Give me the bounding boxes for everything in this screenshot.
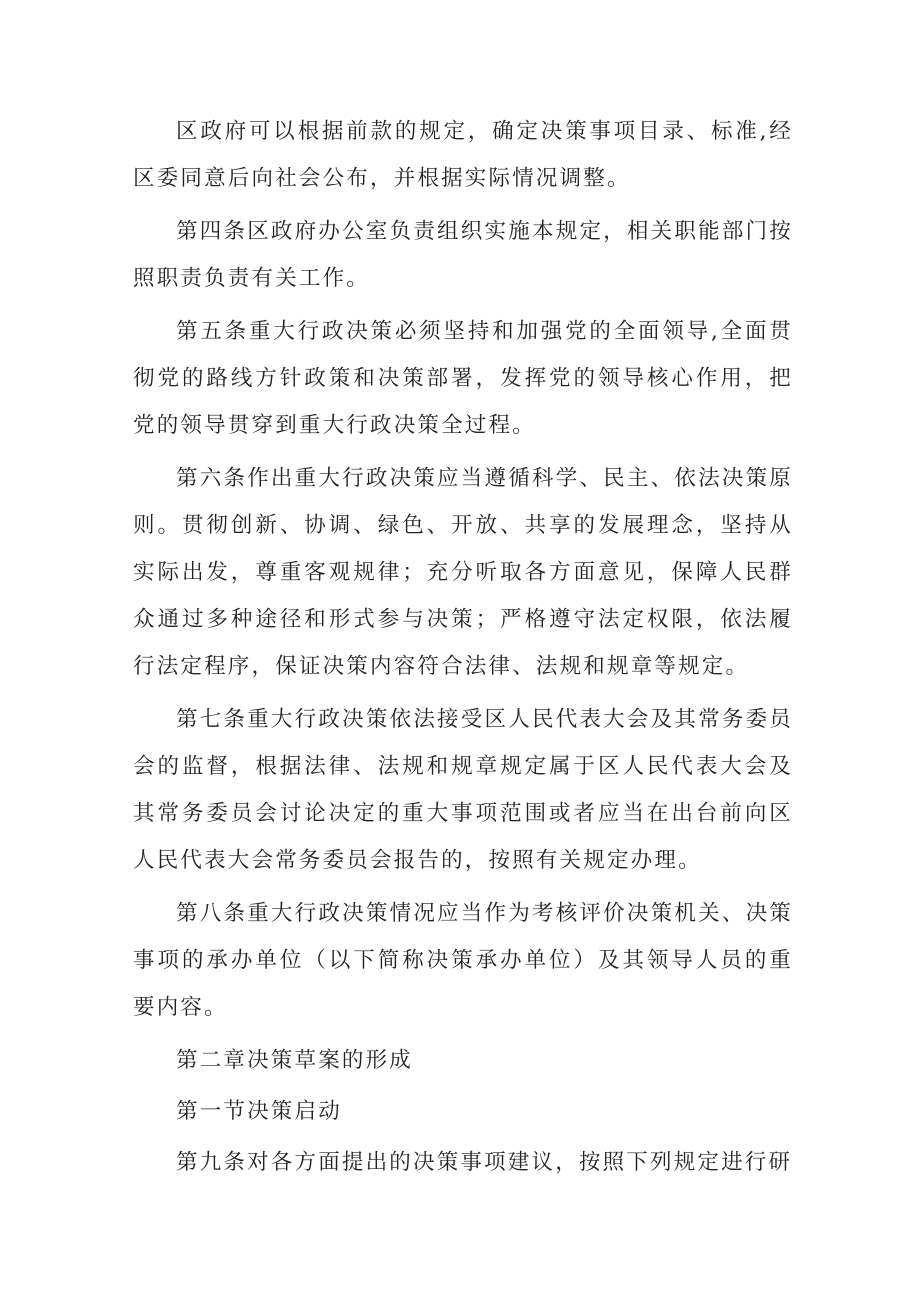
paragraph-article9: 第九条对各方面提出的决策事项建议，按照下列规定进行研 (176, 1150, 793, 1175)
section-heading: 第一节决策启动 (176, 1099, 342, 1124)
paragraph-article4: 第四条区政府办公室负责组织实施本规定，相关职能部门按照职责负责有关工作。 (133, 219, 793, 291)
chapter-heading: 第二章决策草案的形成 (176, 1048, 414, 1073)
paragraph-article3-cont: 区政府可以根据前款的规定，确定决策事项目录、标准,经区委同意后向社会公布，并根据实际情况调整。 (133, 119, 793, 191)
paragraph-article5: 第五条重大行政决策必须坚持和加强党的全面领导,全面贯彻党的路线方针政策和决策部署，发挥党的领导核心作用，把党的领导贯穿到重大行政决策全过程。 (133, 319, 793, 438)
paragraph-article7: 第七条重大行政决策依法接受区人民代表大会及其常务委员会的监督，根据法律、法规和规章规定属于区人民代表大会及其常务委员会讨论决定的重大事项范围或者应当在出台前向区人民代表大会常务委员会报告的，按照有关规定办理。 (133, 707, 793, 873)
paragraph-article6: 第六条作出重大行政决策应当遵循科学、民主、依法决策原则。贯彻创新、协调、绿色、开放、共享的发展理念，坚持从实际出发，尊重客观规律；充分听取各方面意见，保障人民群众通过多种途径和形式参与决策；严格遵守法定权限，依法履行法定程序，保证决策内容符合法律、法规和规章等规定。 (133, 466, 793, 679)
paragraph-article8: 第八条重大行政决策情况应当作为考核评价决策机关、决策事项的承办单位（以下简称决策承办单位）及其领导人员的重要内容。 (133, 901, 793, 1020)
document-body (133, 108, 793, 1192)
